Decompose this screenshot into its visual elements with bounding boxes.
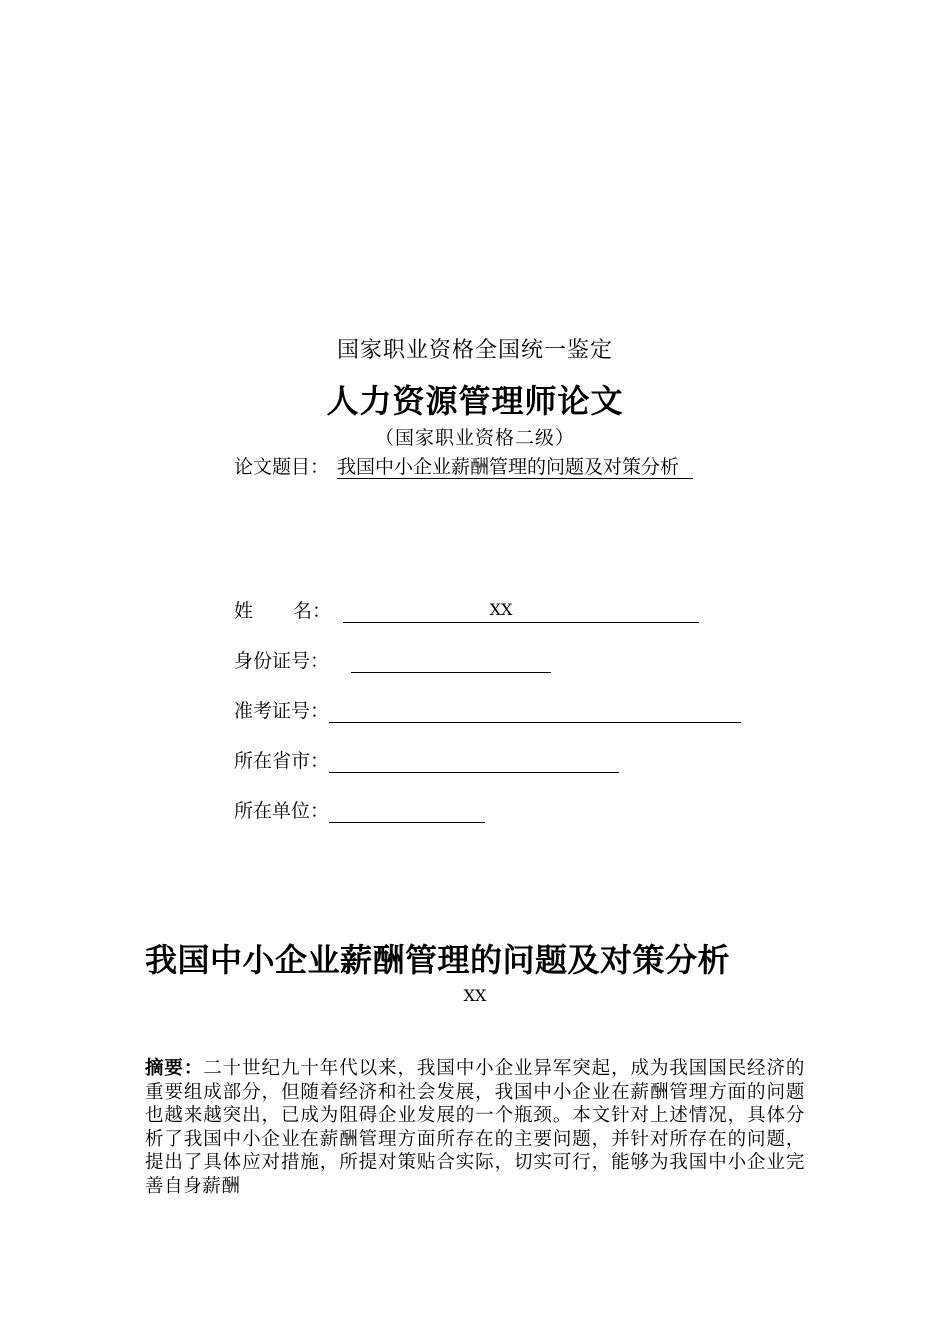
id-number-label: 身份证号： bbox=[234, 650, 330, 672]
thesis-label: 论文题目： bbox=[234, 456, 330, 478]
name-label: 姓 名： bbox=[234, 600, 332, 622]
id-number-field bbox=[234, 646, 551, 676]
province-field bbox=[234, 746, 619, 776]
thesis-title: 我国中小企业薪酬管理的问题及对策分析 bbox=[337, 456, 693, 479]
document-title: 人力资源管理师论文 bbox=[326, 382, 624, 420]
exam-number-value bbox=[329, 698, 741, 723]
name-field bbox=[234, 596, 699, 626]
unit-label: 所在单位： bbox=[234, 800, 330, 822]
header-line: 国家职业资格全国统一鉴定 bbox=[336, 338, 613, 363]
province-value bbox=[329, 748, 619, 773]
thesis-title-row bbox=[234, 452, 693, 479]
id-number-value bbox=[351, 648, 551, 673]
paper-title: 我国中小企业薪酬管理的问题及对策分析 bbox=[145, 941, 731, 979]
abstract-text: 二十世纪九十年代以来，我国中小企业异军突起，成为我国国民经济的重要组成部分，但随着经济和社会发展，我国中小企业在薪酬管理方面的问题也越来越突出，已成为阻碍企业发展的一个瓶颈。本文针对上述情况，具体分析了我国中小企业在薪酬管理方面所存在的主要问题，并针对所存在的问题，提出了具体应对措施，所提对策贴合实际，切实可行，能够为我国中小企业完善自身薪酬 bbox=[145, 1058, 805, 1197]
exam-number-label: 准考证号： bbox=[234, 700, 330, 722]
abstract-label: 摘要： bbox=[145, 1058, 204, 1079]
name-value: XX bbox=[343, 598, 699, 623]
paper-author: XX bbox=[463, 986, 487, 1005]
province-label: 所在省市： bbox=[234, 750, 330, 772]
unit-value bbox=[329, 798, 485, 823]
unit-field bbox=[234, 796, 485, 826]
abstract bbox=[145, 1057, 805, 1198]
exam-number-field bbox=[234, 696, 741, 726]
document-subtitle: （国家职业资格二级） bbox=[374, 427, 575, 449]
